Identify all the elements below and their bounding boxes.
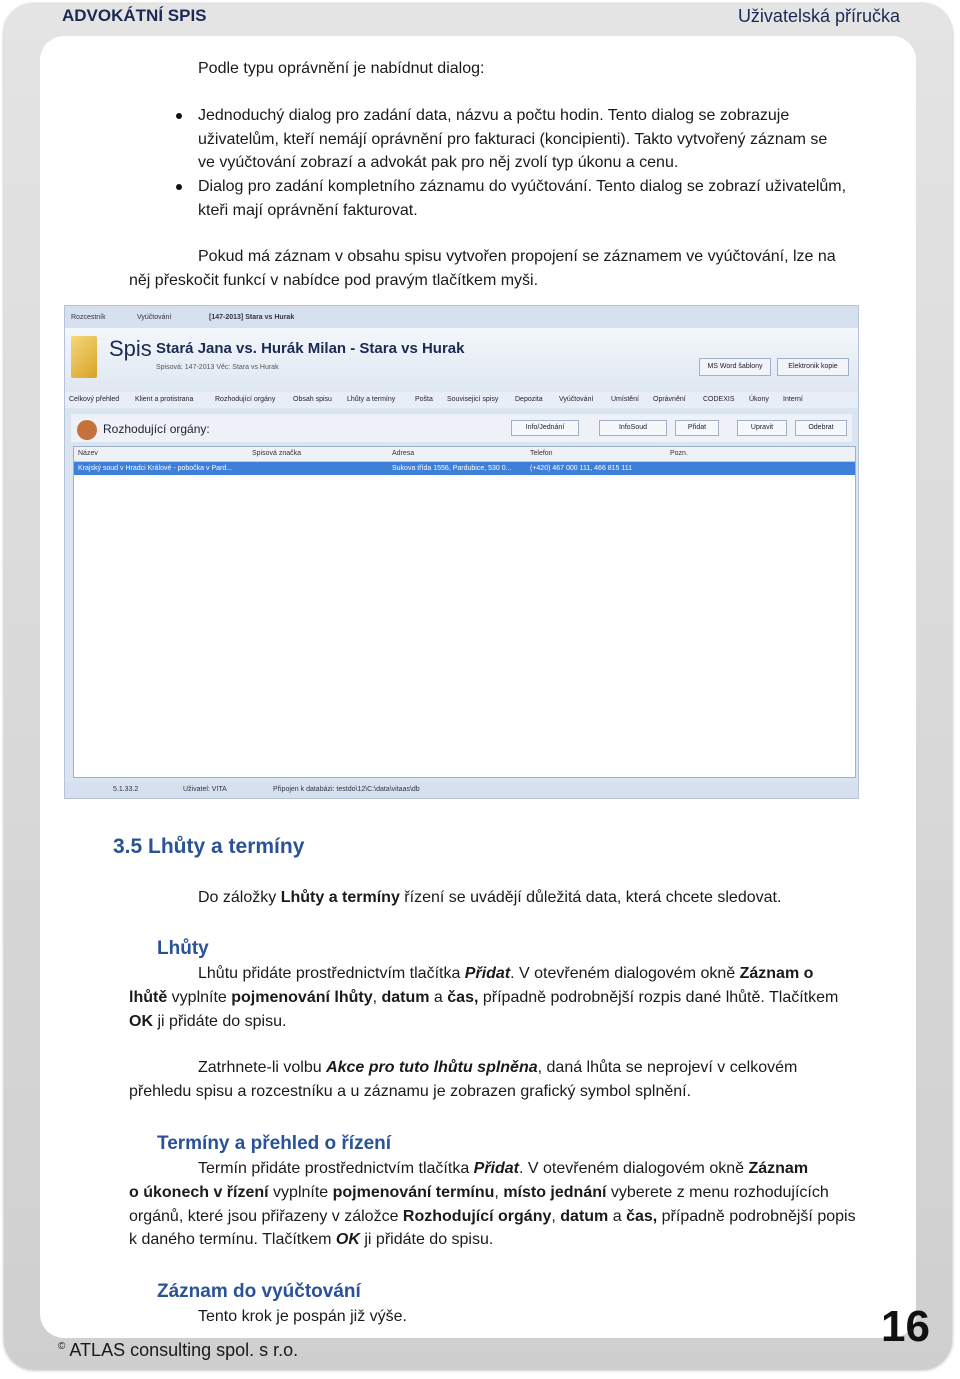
- bullet-dot: [176, 113, 182, 119]
- col-address: Adresa: [392, 450, 415, 457]
- status-bar: [65, 782, 858, 798]
- footer: [58, 1340, 298, 1361]
- footer-company: ATLAS consulting spol. s r.o.: [69, 1340, 299, 1360]
- heading-zaznam: Záznam do vyúčtování: [157, 1281, 361, 1302]
- folder-icon: [71, 336, 97, 378]
- header-manual: Uživatelská příručka: [737, 6, 900, 26]
- status-version: 5.1.33.2: [113, 786, 139, 793]
- menu-item: Umístění: [611, 396, 640, 403]
- bullet-dot: [176, 184, 182, 190]
- copyright-icon: ©: [58, 1341, 66, 1352]
- menu-item: Lhůty a termíny: [347, 396, 396, 403]
- lhuty-intro: [198, 886, 781, 910]
- remove-button: Odebrat: [795, 420, 847, 436]
- menu-item: Obsah spisu: [293, 396, 332, 403]
- col-phone: Telefon: [530, 450, 553, 457]
- organs-table: [73, 446, 856, 778]
- lhuty-line1: Lhůtu přidáte prostřednictvím tlačítka Přidat. V otevřeném dialogovém okně Záznam o: [198, 965, 814, 982]
- table-header: [74, 447, 855, 462]
- terminy-line4: k daného termínu. Tlačítkem OK ji přidáte do spisu.: [129, 1231, 494, 1248]
- menu-item: Vyúčtování: [559, 396, 594, 403]
- screenshot-tabs: [65, 306, 858, 328]
- info-jednani-button: Info/Jednání: [511, 420, 579, 436]
- section-heading: 3.5 Lhůty a termíny: [113, 835, 305, 858]
- menu-item: Úkony: [749, 396, 769, 403]
- menu-item: Souvisejicí spisy: [447, 396, 499, 403]
- link-para-line1: Pokud má záznam v obsahu spisu vytvořen propojení se záznamem ve vyúčtování, lze na: [198, 248, 836, 265]
- terminy-line3: orgánů, které jsou přiřazeny v záložce Rozhodující orgány, datum a čas, případně podrobnější popis: [129, 1208, 856, 1225]
- text-part-bold: Lhůty a termíny: [280, 889, 400, 906]
- section-title: Rozhodující orgány:: [103, 422, 210, 436]
- akce-line2: přehledu spisu a rozcestníku a u záznamu je zobrazen grafický symbol splnění.: [129, 1083, 692, 1100]
- screenshot-ribbon: [65, 328, 858, 392]
- col-name: Název: [78, 450, 98, 457]
- header-product: ADVOKÁTNÍ SPIS: [62, 6, 207, 25]
- tab-rozcestnik: Rozcestník: [71, 314, 106, 321]
- lhuty-line2: lhůtě vyplníte pojmenování lhůty, datum a čas, případně podrobnější rozpis dané lhůtě. Tlačítkem: [129, 989, 839, 1006]
- heading-terminy: Termíny a přehled o řízení: [157, 1133, 392, 1154]
- edit-button: Upravit: [737, 420, 787, 436]
- bullet-line: Jednoduchý dialog pro zadání data, názvu a počtu hodin. Tento dialog se zobrazuje: [198, 107, 790, 124]
- terminy-line1: Termín přidáte prostřednictvím tlačítka Přidat. V otevřeném dialogovém okně Záznam: [198, 1160, 809, 1177]
- menu-item: Celkový přehled: [69, 396, 120, 403]
- intro-text: Podle typu oprávnění je nabídnut dialog:: [198, 60, 485, 77]
- bullet-1: [198, 104, 888, 175]
- status-db: Připojen k databázi: testdo\12\C:\data\vitaas\db: [273, 786, 420, 793]
- cell-address: Sukova třída 1556, Pardubice, 530 0...: [392, 465, 512, 472]
- bullet-line: uživatelům, kteří nemájí oprávnění pro fakturaci (koncipienti). Takto vytvořený záznam se: [198, 130, 828, 148]
- link-para-line2: něj přeskočit funkcí v nabídce pod pravým tlačítkem myši.: [129, 272, 539, 289]
- person-icon: [77, 420, 97, 440]
- menu-item: Interní: [783, 396, 803, 403]
- text-part: řízení se uvádějí důležitá data, která chcete sledovat.: [399, 889, 782, 906]
- menu-item: Depozita: [515, 396, 543, 403]
- menu-item: Klient a protistrana: [135, 396, 194, 403]
- text-part: Do záložky: [198, 889, 281, 906]
- case-title: Stará Jana vs. Hurák Milan - Stara vs Hurak: [156, 340, 465, 357]
- section-bar: [71, 414, 852, 442]
- bullet-line: kteři mají oprávnění fakturovat.: [198, 201, 418, 219]
- heading-lhuty: Lhůty: [157, 938, 209, 959]
- cell-name: Krajský soud v Hradci Králové - pobočka v Pard...: [78, 465, 233, 472]
- app-screenshot: [64, 305, 859, 799]
- infosoud-button: InfoSoud: [599, 420, 667, 436]
- status-user: Uživatel: VITA: [183, 786, 227, 793]
- menu-item: Oprávnění: [653, 396, 686, 403]
- menu-item: CODEXIS: [703, 396, 735, 403]
- bullet-line: ve vyúčtování zobrazí a advokát pak pro něj zvolí typ úkonu a cenu.: [198, 154, 679, 171]
- col-note: Pozn.: [670, 450, 688, 457]
- case-subtitle: Spisová: 147-2013 Věc: Stara vs Hurak: [156, 364, 279, 371]
- tab-vyuctovani: Vyúčtování: [137, 314, 172, 321]
- screenshot-menu: [65, 392, 858, 408]
- table-row: [74, 462, 855, 475]
- tab-spis: [147-2013] Stara vs Hurak: [209, 314, 295, 321]
- bullet-2: [198, 175, 888, 222]
- menu-item: Rozhodující orgány: [215, 396, 276, 403]
- page-number: 16: [881, 1302, 930, 1351]
- cell-phone: (+420) 467 000 111, 466 815 111: [530, 465, 633, 472]
- word-templates-button: MS Word šablony: [699, 358, 771, 376]
- add-button: Přidat: [675, 420, 719, 436]
- menu-item: Pošta: [415, 396, 433, 403]
- electronic-copy-button: Elektronik kopie: [777, 358, 849, 376]
- terminy-line2: o úkonech v řízení vyplníte pojmenování termínu, místo jednání vyberete z menu rozhodujících: [129, 1184, 829, 1201]
- zaznam-text: Tento krok je pospán již výše.: [198, 1308, 407, 1325]
- lhuty-line3: OK ji přidáte do spisu.: [129, 1013, 287, 1030]
- app-name: Spis: [109, 336, 152, 361]
- akce-line1: Zatrhnete-li volbu Akce pro tuto lhůtu splněna, daná lhůta se neprojeví v celkovém: [198, 1059, 798, 1076]
- col-file-number: Spisová značka: [252, 450, 302, 457]
- bullet-line: Dialog pro zadání kompletního záznamu do vyúčtování. Tento dialog se zobrazí uživatelům,: [198, 178, 847, 195]
